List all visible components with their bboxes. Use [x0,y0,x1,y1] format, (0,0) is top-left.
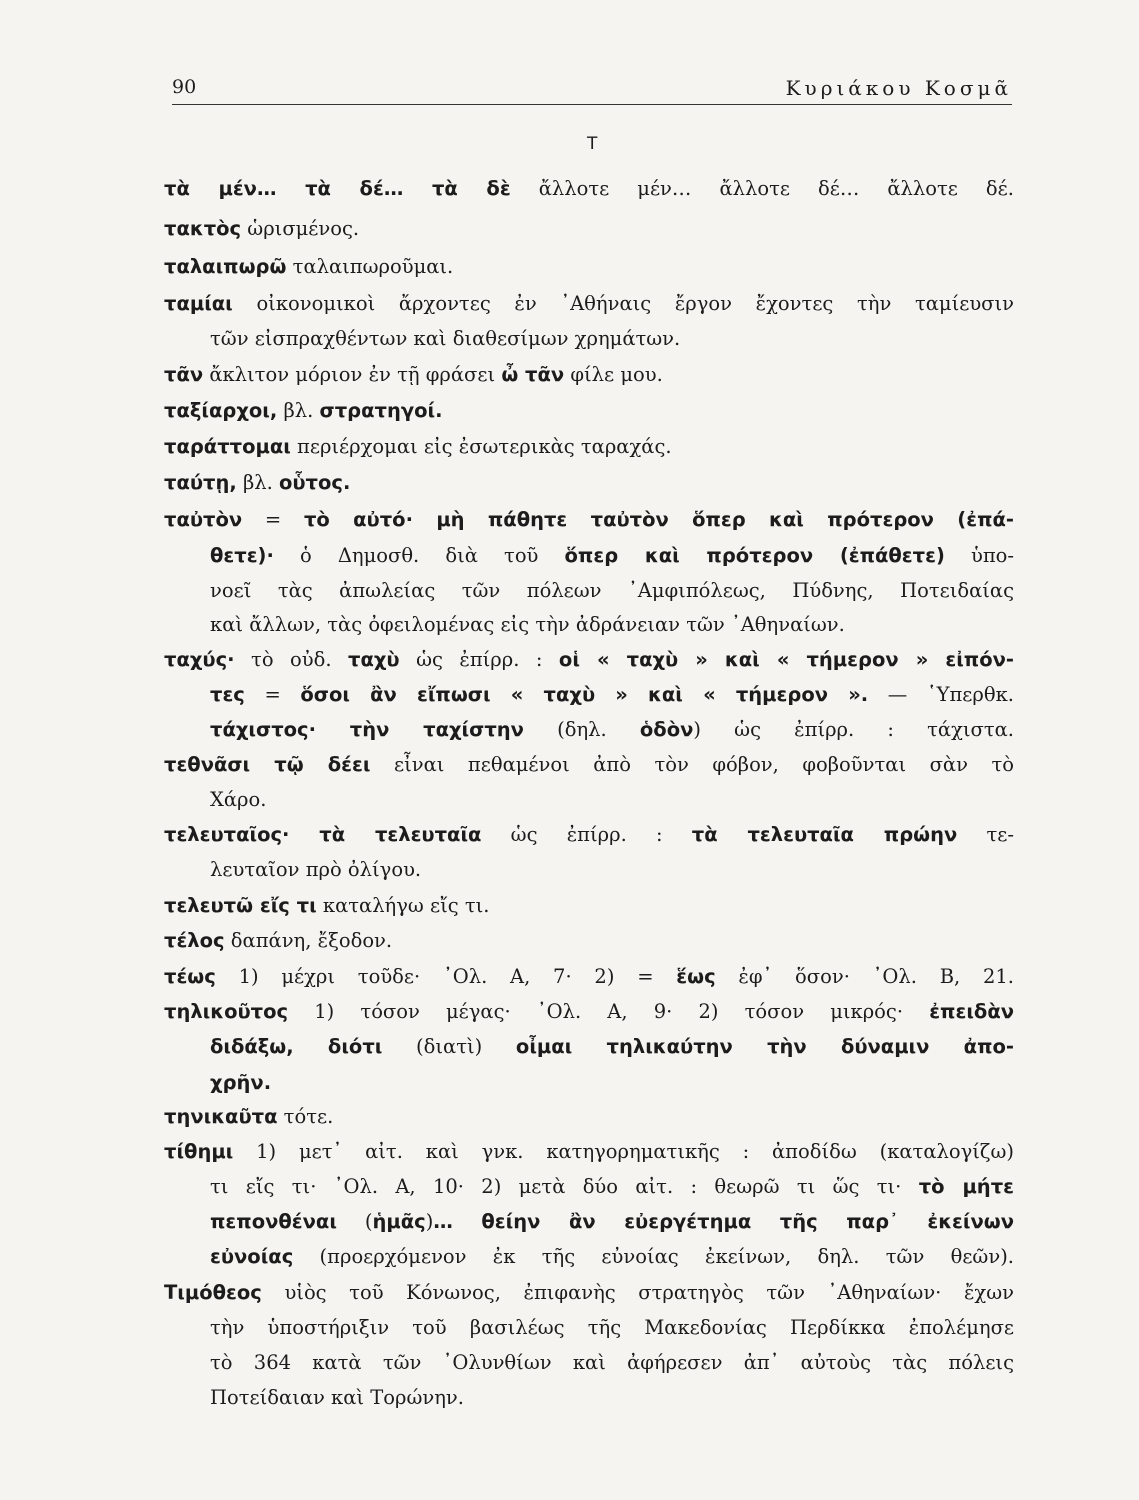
definition-text: ὑπο- [944,544,1014,567]
headword: ὅσοι ἂν εἴπωσι « ταχὺ » καὶ « τήμερον ». [300,683,869,706]
text-line [164,172,1014,206]
headword: ὁδὸν [639,718,694,741]
text-line [210,853,1014,887]
text-line [164,430,1014,464]
running-title: Κυριάκου Κοσμᾶ [785,76,1012,100]
headword: οἱ « ταχὺ » καὶ « τήμερον » εἰπόν- [558,648,1014,671]
headword: τὰ μέν… τὰ δέ… τὰ δὲ [164,177,511,200]
headword: θετε)· [210,544,274,567]
headword: τέως [164,965,216,988]
definition-text: ὡς ἐπίρρ. : [481,823,692,846]
headword: ἕως [676,965,716,988]
headword: χρῆν. [210,1071,272,1094]
definition-text: ἄλλοτε μέν… ἄλλοτε δέ… ἄλλοτε δέ. [510,177,1014,200]
text-line [164,643,1014,677]
definition-text: τὴν ὑποστήριξιν τοῦ βασιλέως τῆς Μακεδονίας Περδίκκα ἐπολέμησε [210,1316,1014,1339]
definition-text: οἰκονομικοὶ ἄρχοντες ἐν ᾿Αθήναις ἔργον ἔχοντες τὴν ταμίευσιν [232,292,1014,315]
headword: ἐπειδὰν [929,1000,1014,1023]
definition-text: = [242,508,304,531]
definition-text: (διατὶ) [382,1035,516,1058]
text-line [164,818,1014,852]
headword: τέλος [164,929,225,952]
definition-text: φίλε μου. [564,363,663,386]
headword: διδάξω, διότι [210,1035,383,1058]
text-line [164,503,1014,537]
definition-text: = [244,683,301,706]
text-line [210,1381,1014,1415]
definition-text: — ῾Υπερθκ. [868,683,1014,706]
text-line [164,748,1014,782]
definition-text: τε- [957,823,1014,846]
text-line [164,960,1014,994]
definition-text: τὸ οὐδ. [234,648,349,671]
headword: … θείην ἂν εὐεργέτημα τῆς παρ᾿ ἐκείνων [433,1210,1015,1233]
definition-text: δαπάνη, ἔξοδον. [224,929,393,952]
headword: ὅπερ καὶ πρότερον (ἐπάθετε) [564,544,945,567]
headword: ταμίαι [164,292,233,315]
section-letter: Τ [587,134,598,154]
definition-text: υἱὸς τοῦ Κόνωνος, ἐπιφανὴς στρατηγὸς τῶν ᾿Αθηναίων· ἔχων [261,1281,1014,1304]
definition-text: καὶ ἄλλων, τὰς ὀφειλομένας εἰς τὴν ἀδράνειαν τῶν ᾿Αθηναίων. [210,613,845,636]
headword: ταξίαρχοι, [164,399,278,422]
definition-text: ταλαιπωροῦμαι. [286,255,454,278]
definition-text: καταλήγω εἴς τι. [316,894,490,917]
definition-text: εἶναι πεθαμένοι ἀπὸ τὸν φόβον, φοβοῦνται σὰν τὸ [370,753,1014,776]
headword: στρατηγοί. [319,399,443,422]
definition-text: ὡς ἐπίρρ. : [399,648,559,671]
text-line [164,1135,1014,1169]
headword: τελευτῶ εἴς τι [164,894,317,917]
definition-text: ) ὡς ἐπίρρ. : τάχιστα. [693,718,1015,741]
text-line [210,1030,1014,1064]
text-line [210,1205,1014,1239]
text-line [210,322,1014,356]
text-line [210,678,1014,712]
definition-text: 1) μετ᾿ αἰτ. καὶ γνκ. κατηγορηματικῆς : ἀποδίδω (καταλογίζω) [233,1140,1014,1163]
text-line [210,1066,1014,1100]
page-header [172,74,1012,105]
definition-text: Χάρο. [210,788,267,811]
definition-text: τι εἴς τι· ᾿Ολ. Α, 10· 2) μετὰ δύο αἰτ. : θεωρῶ τι ὥς τι· [210,1175,919,1198]
headword: τακτὸς [164,217,242,240]
definition-text: τῶν εἰσπραχθέντων καὶ διαθεσίμων χρημάτων. [210,327,681,350]
text-line [210,1240,1014,1274]
definition-text: ὡρισμένος. [241,217,360,240]
text-line [164,287,1014,321]
definition-text: περιέρχομαι εἰς ἐσωτερικὰς ταραχάς. [290,435,672,458]
headword: ταλαιπωρῶ [164,255,287,278]
text-line [164,889,1014,923]
text-line [210,574,1014,608]
definition-text: ὁ Δημοσθ. διὰ τοῦ [273,544,565,567]
text-line [164,358,1014,392]
headword: τηλικοῦτος [164,1000,289,1023]
headword: ταχύς· [164,648,235,671]
definition-text: ( [336,1210,373,1233]
headword: τὸ αὐτό· μὴ πάθητε ταὐτὸν ὅπερ καὶ πρότερον (ἐπά- [303,508,1014,531]
text-line [210,608,1014,642]
headword: τάχιστος· τὴν ταχίστην [210,718,524,741]
text-line [164,466,1014,500]
definition-text: 1) τόσον μέγας· ᾿Ολ. Α, 9· 2) τόσον μικρός· [288,1000,930,1023]
text-line [210,1170,1014,1204]
headword: ὦ τᾶν [501,363,565,386]
text-line [210,1346,1014,1380]
definition-text: βλ. [277,399,320,422]
headword: Τιμόθεος [164,1281,262,1304]
definition-text: (δηλ. [523,718,640,741]
definition-text: (προερχόμενον ἐκ τῆς εὐνοίας ἐκείνων, δηλ. τῶν θεῶν). [293,1245,1014,1268]
headword: ταύτῃ, [164,471,237,494]
text-line [164,1100,1014,1134]
text-line [164,394,1014,428]
definition-text: τὸ 364 κατὰ τῶν ᾿Ολυνθίων καὶ ἀφήρεσεν ἀπ᾿ αὐτοὺς τὰς πόλεις [210,1351,1014,1374]
text-line [164,250,1014,284]
headword: εὐνοίας [210,1245,294,1268]
text-line [210,713,1014,747]
headword: ἡμᾶς [372,1210,426,1233]
page-number: 90 [172,76,197,98]
headword: τίθημι [164,1140,234,1163]
text-line [210,783,1014,817]
headword: οἶμαι τηλικαύτην τὴν δύναμιν ἀπο- [515,1035,1014,1058]
definition-text: νοεῖ τὰς ἀπωλείας τῶν πόλεων ᾿Αμφιπόλεως, Πύδνης, Ποτειδαίας [210,579,1014,602]
definition-text: 1) μέχρι τοῦδε· ᾿Ολ. Α, 7· 2) = [215,965,677,988]
text-line [164,995,1014,1029]
definition-text: βλ. [236,471,279,494]
definition-text: Ποτείδαιαν καὶ Τορώνην. [210,1386,464,1409]
headword: ταχὺ [348,648,400,671]
headword: τᾶν [164,363,204,386]
text-line [210,1311,1014,1345]
headword: πεπονθέναι [210,1210,337,1233]
headword: ταὐτὸν [164,508,243,531]
headword: τὸ μήτε [918,1175,1014,1198]
headword: τηνικαῦτα [164,1105,278,1128]
definition-text: ἐφ᾿ ὅσον· ᾿Ολ. Β, 21. [715,965,1014,988]
text-line [164,212,1014,246]
definition-text: λευταῖον πρὸ ὀλίγου. [210,858,422,881]
headword: τεθνᾶσι τῷ δέει [164,753,371,776]
definition-text: ) [425,1210,434,1233]
headword: ταράττομαι [164,435,291,458]
definition-text: τότε. [277,1105,334,1128]
headword: τελευταῖος· τὰ τελευταῖα [164,823,482,846]
headword: τὰ τελευταῖα πρώην [691,823,958,846]
headword: τες [210,683,245,706]
headword: οὗτος. [278,471,351,494]
text-line [164,924,1014,958]
definition-text: ἄκλιτον μόριον ἐν τῇ φράσει [203,363,502,386]
text-line [210,539,1014,573]
text-line [164,1276,1014,1310]
